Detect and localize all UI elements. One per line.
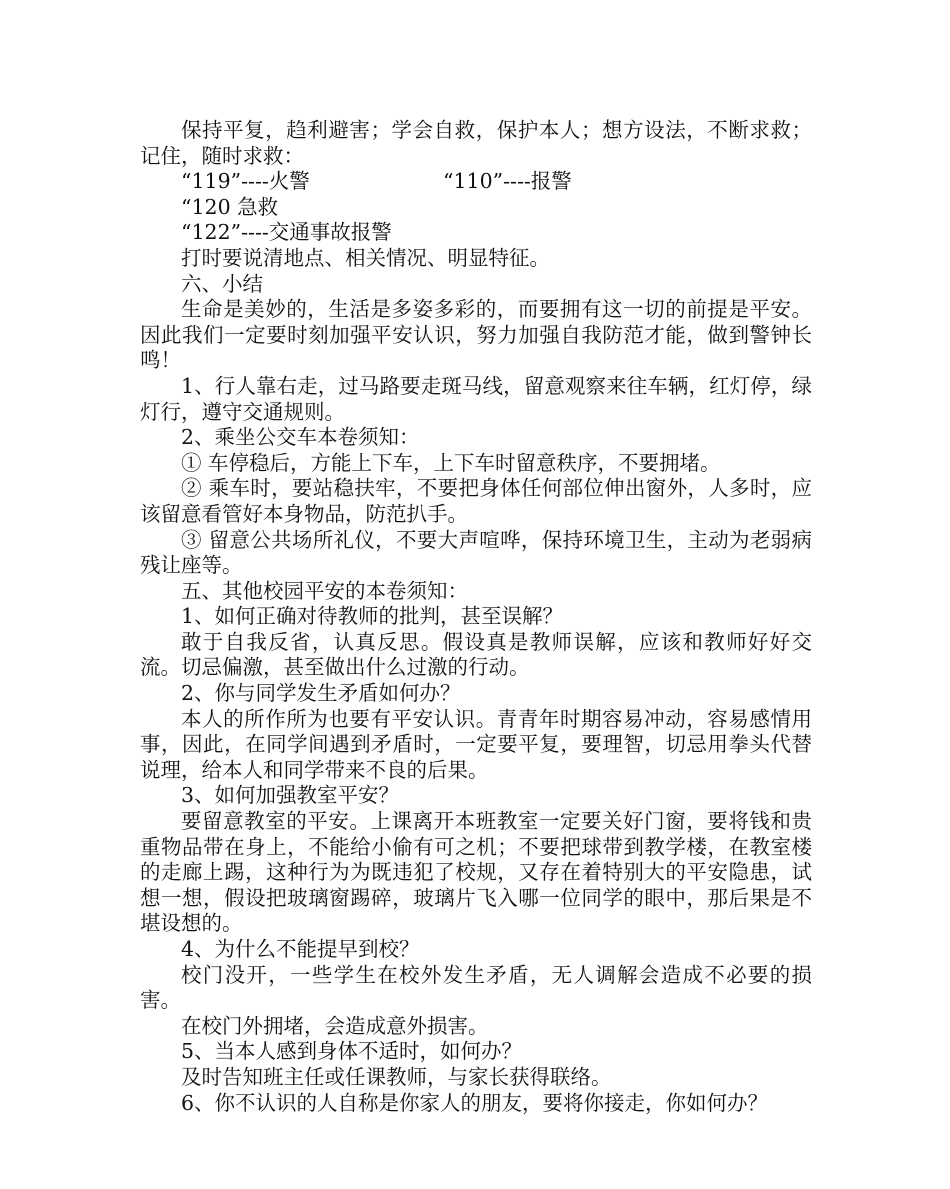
paragraph: ② 乘车时，要站稳扶牢，不要把身体任何部位伸出窗外，人多时，应该留意看管好本身物品，防范扒手。 bbox=[140, 476, 812, 526]
paragraph: 保持平复，趋利避害；学会自救，保护本人；想方设法，不断求救；记住，随时求救： bbox=[140, 118, 812, 168]
paragraph: 要留意教室的平安。上课离开本班教室一定要关好门窗，要将钱和贵重物品带在身上，不能给小偷有可之机；不要把球带到教学楼，在教室楼的走廊上踢，这种行为为既违犯了校规，又存在着特别大的平安隐患，试想一想，假设把玻璃窗踢碎，玻璃片飞入哪一位同学的眼中，那后果是不堪设想的。 bbox=[140, 809, 812, 936]
paragraph: ③ 留意公共场所礼仪，不要大声喧哗，保持环境卫生，主动为老弱病残让座等。 bbox=[140, 527, 812, 578]
fire-number-text: “119”----火警 bbox=[181, 169, 310, 194]
paragraph: ① 车停稳后，方能上下车，上下车时留意秩序，不要拥堵。 bbox=[181, 450, 721, 475]
question: 6、你不认识的人自称是你家人的朋友，要将你接走，你如何办？ bbox=[181, 1090, 769, 1115]
paragraph: 敢于自我反省，认真反思。假设真是教师误解，应该和教师好好交流。切忌偏激，甚至做出什么过激的行动。 bbox=[140, 629, 812, 680]
question: 5、当本人感到身体不适时，如何办？ bbox=[181, 1039, 523, 1064]
document-body bbox=[140, 118, 812, 1116]
question: 3、如何加强教室平安？ bbox=[181, 783, 400, 808]
section-heading: 六、小结 bbox=[181, 271, 263, 296]
paragraph: 2、乘坐公交车本卷须知： bbox=[181, 425, 420, 450]
paragraph: “122”----交通事故报警 bbox=[181, 220, 392, 245]
question: 1、如何正确对待教师的批判，甚至误解？ bbox=[181, 604, 564, 629]
paragraph: “120 急救 bbox=[181, 194, 279, 219]
section-heading: 五、其他校园平安的本卷须知： bbox=[181, 578, 468, 603]
paragraph: 1、行人靠右走，过马路要走斑马线，留意观察来往车辆，红灯停，绿灯行，遵守交通规则。 bbox=[140, 373, 812, 424]
police-number-text: “110”----报警 bbox=[443, 169, 572, 194]
paragraph: 校门没开，一些学生在校外发生矛盾，无人调解会造成不必要的损害。 bbox=[140, 962, 812, 1013]
question: 2、你与同学发生矛盾如何办？ bbox=[181, 681, 461, 706]
paragraph: 打时要说清地点、相关情况、明显特征。 bbox=[181, 245, 550, 270]
paragraph: 本人的所作所为也要有平安认识。青青年时期容易冲动，容易感情用事，因此，在同学间遇到矛盾时，一定要平复，要理智，切忌用拳头代替说理，给本人和同学带来不良的后果。 bbox=[140, 706, 812, 782]
paragraph: 在校门外拥堵，会造成意外损害。 bbox=[181, 1013, 489, 1038]
emergency-numbers-row bbox=[140, 169, 812, 195]
paragraph: 及时告知班主任或任课教师，与家长获得联络。 bbox=[181, 1064, 612, 1089]
paragraph: 生命是美妙的，生活是多姿多彩的，而要拥有这一切的前提是平安。因此我们一定要时刻加强平安认识，努力加强自我防范才能，做到警钟长鸣！ bbox=[140, 297, 812, 373]
question: 4、为什么不能提早到校？ bbox=[181, 937, 420, 961]
